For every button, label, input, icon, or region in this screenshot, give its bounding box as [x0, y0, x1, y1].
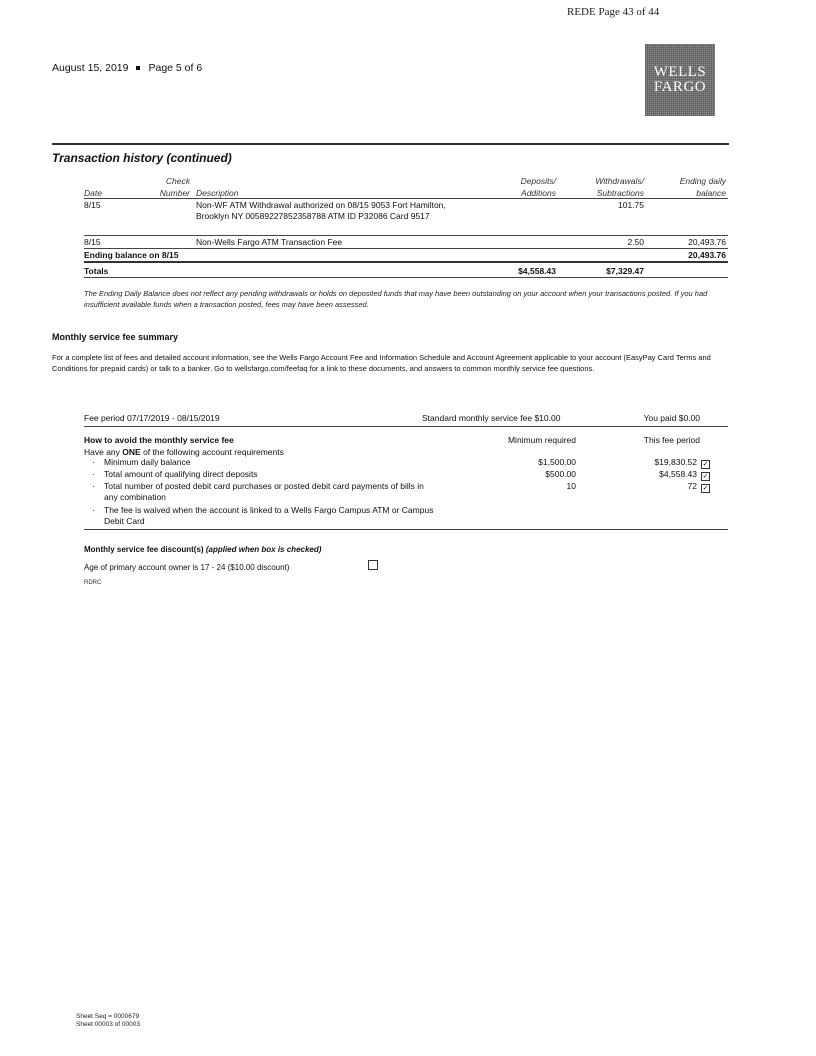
monthly-fee-summary-title: Monthly service fee summary: [52, 332, 179, 342]
bullet-icon: ·: [92, 457, 95, 467]
totals-row: [84, 263, 728, 278]
ending-balance-value: 20,493.76: [688, 250, 726, 260]
row-date: 8/15: [84, 237, 101, 247]
separator-square-icon: [136, 66, 140, 70]
transaction-history-title: Transaction history (continued): [52, 151, 232, 165]
wells-fargo-logo: [645, 44, 715, 116]
sheet-seq: Sheet Seq = 0000679: [76, 1013, 140, 1020]
you-paid: You paid $0.00: [643, 413, 700, 423]
fee-table: [84, 411, 728, 530]
totals-withdrawals: $7,329.47: [606, 266, 644, 276]
form-code: RDRC: [84, 580, 102, 586]
requirement-row: [84, 457, 728, 469]
logo-line-1: WELLS: [653, 64, 707, 80]
row-withdrawal: 101.75: [618, 200, 644, 210]
discount-item: Age of primary account owner is 17 - 24 ($10.00 discount): [84, 563, 290, 572]
avoid-fee-title: How to avoid the monthly service fee: [84, 435, 234, 445]
requirement-row: [84, 469, 728, 481]
have-any-row: [84, 447, 728, 457]
fee-period: Fee period 07/17/2019 - 08/15/2019: [84, 413, 220, 423]
this-period-label: This fee period: [643, 435, 700, 445]
totals-label: Totals: [84, 266, 109, 276]
logo-line-2: FARGO: [653, 79, 707, 95]
requirement-min: $500.00: [545, 469, 576, 479]
statement-date-header: [52, 62, 202, 74]
totals-deposits: $4,558.43: [518, 266, 556, 276]
have-any-post: of the following account requirements: [140, 447, 284, 457]
col-date: Date: [84, 188, 102, 198]
standard-fee: Standard monthly service fee $10.00: [422, 413, 561, 423]
fee-period-header: [84, 411, 728, 427]
discount-checkbox: [368, 560, 378, 570]
requirement-min: $1,500.00: [538, 457, 576, 467]
checked-box-icon: ✓: [702, 473, 709, 480]
requirement-label: Total number of posted debit card purchases or posted debit card payments of bills in any combination: [104, 481, 424, 502]
ending-balance-label: Ending balance on 8/15: [84, 250, 179, 260]
requirement-label: Total amount of qualifying direct deposits: [104, 469, 258, 479]
discount-title: Monthly service fee discount(s): [84, 545, 204, 554]
discount-note: (applied when box is checked): [205, 545, 322, 554]
row-withdrawal: 2.50: [627, 237, 644, 247]
statement-date: August 15, 2019: [52, 62, 129, 74]
rede-page-number: REDE Page 43 of 44: [567, 6, 660, 18]
bullet-icon: ·: [92, 469, 95, 479]
min-required-label: Minimum required: [507, 435, 576, 445]
col-description: Description: [196, 188, 239, 198]
bullet-icon: ·: [92, 505, 95, 515]
col-check-bottom: Number: [159, 188, 190, 198]
row-description: Non-Wells Fargo ATM Transaction Fee: [196, 237, 343, 247]
col-deposits-top: Deposits/: [520, 176, 556, 186]
requirement-actual: $19,830.52: [654, 457, 697, 467]
statement-page: Page 5 of 6: [148, 62, 203, 74]
transaction-table: [84, 176, 728, 278]
discount-title-row: [84, 545, 321, 554]
checked-box-icon: ✓: [702, 461, 709, 468]
col-withdrawals-bottom: Subtractions: [596, 188, 644, 198]
sheet-sequence: [76, 1013, 140, 1029]
ending-balance-row: [84, 249, 728, 263]
requirement-min: 10: [566, 481, 576, 491]
checked-box-icon: ✓: [702, 485, 709, 492]
col-balance-bottom: balance: [696, 188, 726, 198]
requirement-label: Minimum daily balance: [104, 457, 191, 467]
col-check-top: Check: [165, 176, 190, 186]
table-row: [84, 199, 728, 236]
requirement-actual: 72: [687, 481, 697, 491]
row-balance: 20,493.76: [688, 237, 726, 247]
requirement-row: [84, 481, 728, 505]
have-any-bold: ONE: [122, 447, 141, 457]
header-divider: [52, 143, 729, 145]
col-balance-top: Ending daily: [679, 176, 726, 186]
have-any-pre: Have any: [84, 447, 123, 457]
avoid-header-row: [84, 435, 728, 447]
monthly-fee-paragraph: For a complete list of fees and detailed account information, see the Wells Fargo Account Fee and Information Schedule and Account Agreement applicable to your account (EasyPay Card Terms and Conditions for prepaid cards) or talk to a banker. Go to wellsfargo.com/feefaq for a link to these documents, and answers to common monthly service fee questions.: [52, 353, 711, 373]
col-deposits-bottom: Additions: [521, 188, 556, 198]
sheet-of: Sheet 00003 of 00003: [76, 1021, 140, 1028]
row-date: 8/15: [84, 200, 101, 210]
bullet-icon: ·: [92, 481, 95, 491]
requirement-label: The fee is waived when the account is linked to a Wells Fargo Campus ATM or Campus Debit Card: [104, 505, 434, 526]
requirement-row: [84, 505, 728, 530]
table-row: [84, 236, 728, 249]
requirement-actual: $4,558.43: [659, 469, 697, 479]
col-withdrawals-top: Withdrawals/: [595, 176, 644, 186]
row-description: Non-WF ATM Withdrawal authorized on 08/15 9053 Fort Hamilton, Brooklyn NY 00589227852358788 ATM ID P32086 Card 9517: [196, 200, 446, 221]
transaction-table-header: [84, 176, 728, 198]
ending-balance-note: The Ending Daily Balance does not reflect any pending withdrawals or holds on deposited funds that may have been outstanding on your account when your transactions posted. If you had insufficient available funds when a transaction posted, fees may have been assessed.: [84, 289, 708, 309]
